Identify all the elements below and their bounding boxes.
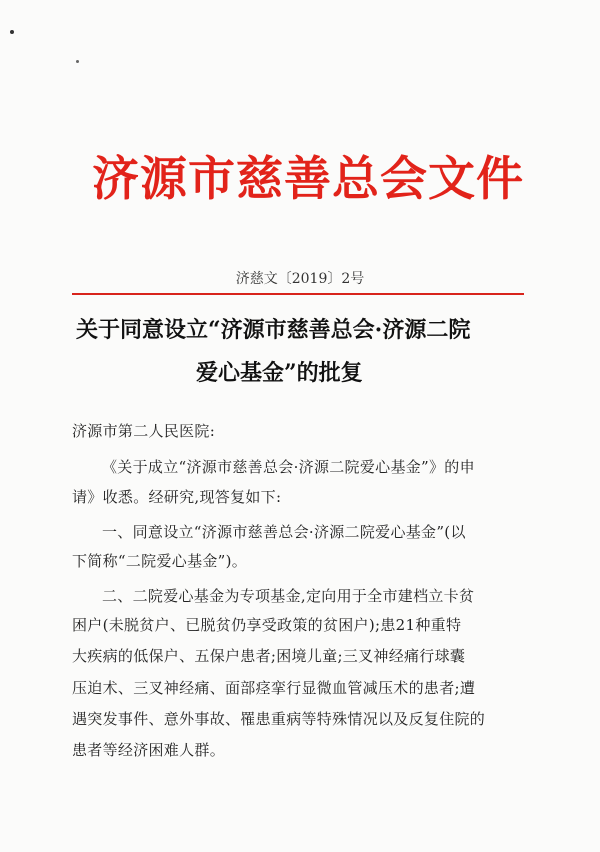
- body-line: 患者等经济困难人群。: [72, 741, 226, 759]
- document-header-title: 济源市慈善总会文件: [92, 152, 524, 207]
- document-number: 济慈文〔2019〕2号: [235, 271, 365, 287]
- body-line: 困户(未脱贫户、已脱贫仍享受政策的贫困户);患21种重特: [72, 616, 462, 634]
- body-line: 一、同意设立“济源市慈善总会·济源二院爱心基金”(以: [102, 523, 466, 541]
- scan-mark: [10, 30, 14, 34]
- body-line: 《关于成立“济源市慈善总会·济源二院爱心基金”》的申: [102, 458, 475, 476]
- addressee: 济源市第二人民医院:: [72, 422, 216, 440]
- document-title-line-2: 爱心基金”的批复: [196, 360, 363, 386]
- document-title-line-1: 关于同意设立“济源市慈善总会·济源二院: [76, 317, 471, 343]
- scan-dot: [76, 60, 79, 63]
- body-line: 请》收悉。经研究,现答复如下:: [72, 488, 282, 506]
- body-line: 大疾病的低保户、五保户患者;困境儿童;三叉神经痛行球囊: [72, 647, 466, 665]
- red-divider-line: [72, 293, 524, 295]
- body-line: 二、二院爱心基金为专项基金,定向用于全市建档立卡贫: [102, 587, 475, 605]
- body-line: 下简称“二院爱心基金”)。: [72, 552, 248, 570]
- body-line: 压迫术、三叉神经痛、面部痉挛行显微血管减压术的患者;遭: [72, 679, 476, 697]
- body-line: 遇突发事件、意外事故、罹患重病等特殊情况以及反复住院的: [72, 710, 486, 728]
